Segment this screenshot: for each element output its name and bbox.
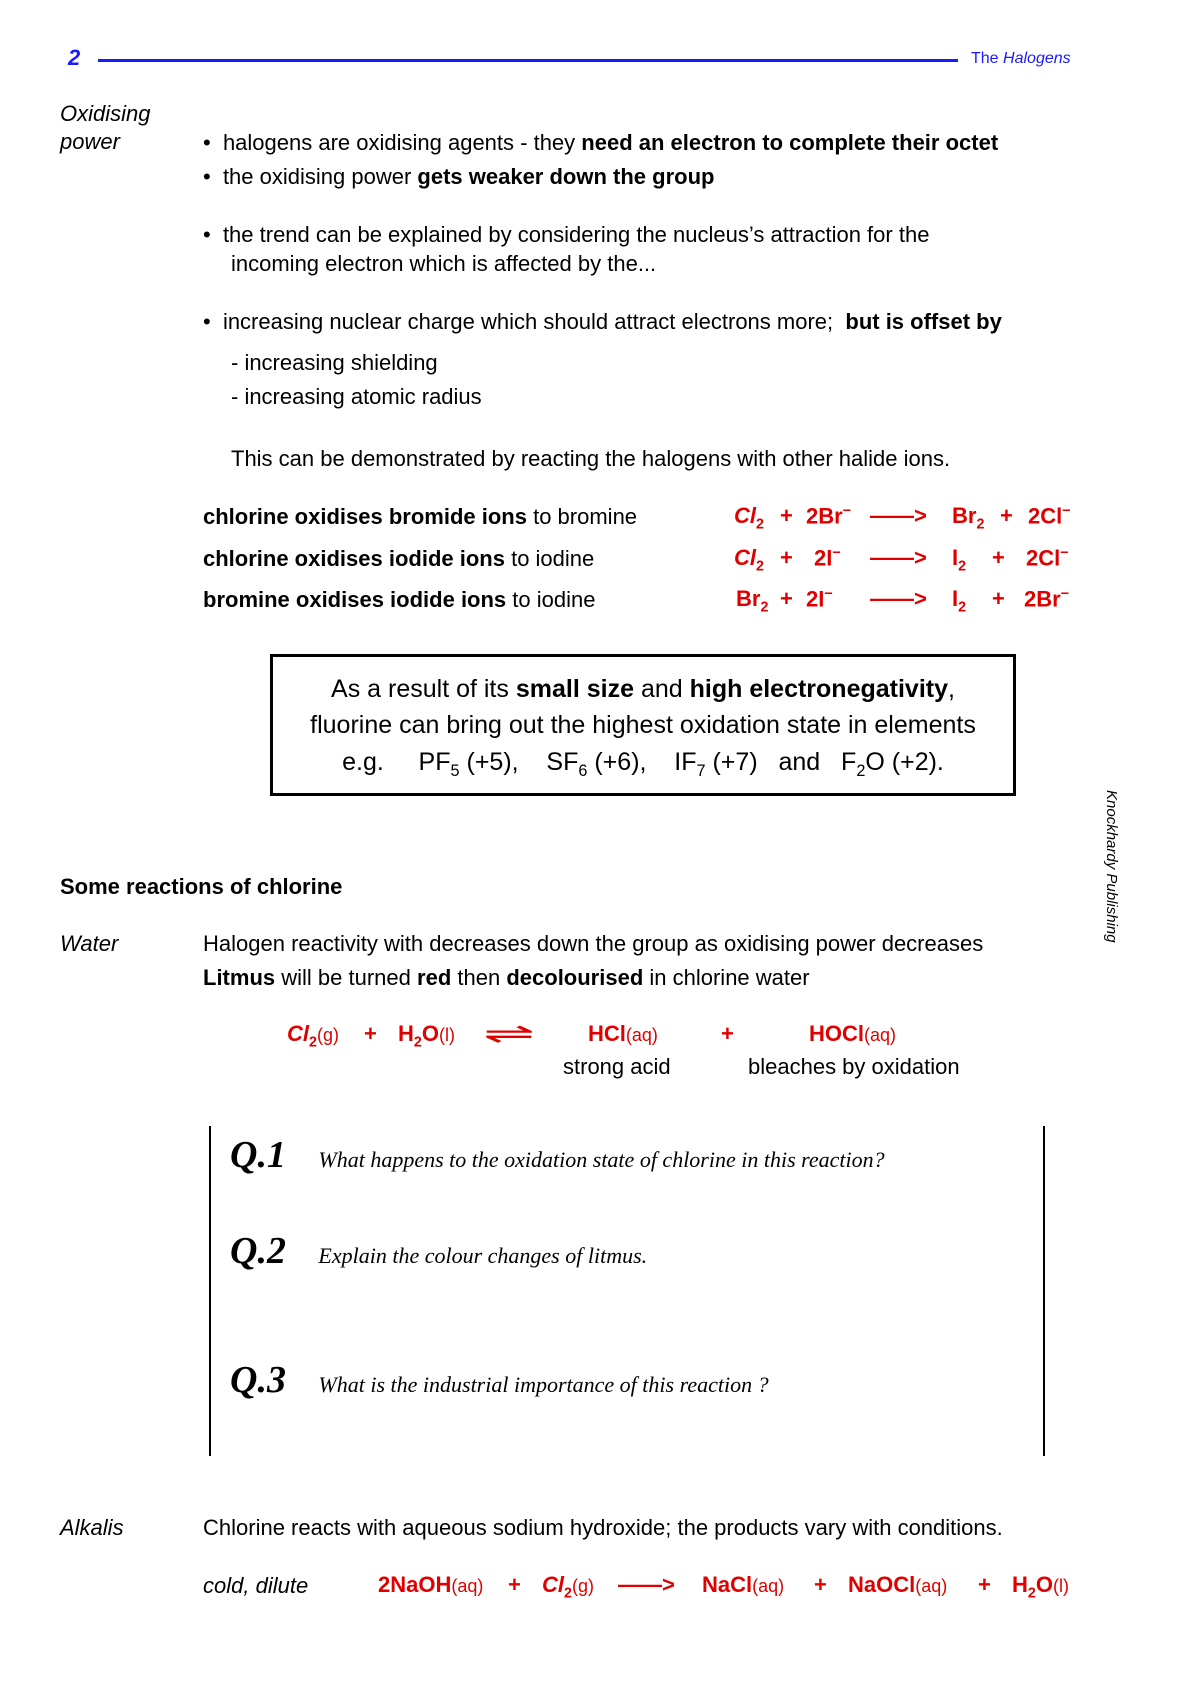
fluorine-examples: e.g. $PF_5$ (+5), $SF_6$ (+6), $IF_7$ (+7) and $F_2O$ (+2). [342, 748, 944, 780]
bullet-4: • increasing nuclear charge which should attract electrons more; but is offset by [203, 309, 1002, 334]
question-q3 [230, 1358, 769, 1402]
question-text: What happens to the oxidation state of chlorine in this reaction? [318, 1147, 885, 1172]
page-number: 2 [68, 45, 81, 70]
condition-label: cold, dilute [203, 1573, 309, 1598]
halide-equation: $Cl_2$ + 2I− ——> $I_2$ + 2Cl− [734, 545, 1069, 575]
hcl-note: strong acid [563, 1054, 671, 1079]
header-title: The Halogens [971, 50, 1071, 67]
question-number: Q.3 [230, 1359, 286, 1401]
section-label-oxidising: Oxidising power [60, 101, 151, 154]
hocl-note: bleaches by oxidation [748, 1054, 960, 1079]
halide-reaction-desc: chlorine oxidises bromide ions to bromine [203, 504, 638, 529]
bullet-3-cont: incoming electron which is affected by the... [231, 251, 657, 276]
question-frame-right [1043, 1126, 1045, 1456]
demo-sentence: This can be demonstrated by reacting the halogens with other halide ions. [231, 446, 951, 471]
halide-reaction-desc: bromine oxidises iodide ions to iodine [203, 587, 596, 612]
question-q1 [230, 1133, 885, 1177]
bullet-3: • the trend can be explained by considering the nucleus’s attraction for the [203, 222, 930, 247]
halide-equation: $Cl_2$ + 2Br− ——> $Br_2$ + 2Cl− [734, 503, 1071, 533]
halide-reaction-desc: chlorine oxidises iodide ions to iodine [203, 546, 595, 571]
question-text: Explain the colour changes of litmus. [318, 1243, 648, 1268]
halide-equation: $Br_2$ + 2I− ——> $I_2$ + 2Br− [736, 586, 1070, 616]
fluorine-line-2: fluorine can bring out the highest oxidation state in elements [310, 711, 976, 739]
fluorine-line-1: As a result of its small size and high electronegativity, [331, 675, 955, 703]
bullet-1: • halogens are oxidising agents - they need an electron to complete their octet [203, 130, 999, 155]
question-text: What is the industrial importance of this reaction ? [318, 1372, 769, 1397]
water-line-1: Halogen reactivity with decreases down the group as oxidising power decreases [203, 931, 984, 956]
publisher-side-text: Knockhardy Publishing [1103, 790, 1120, 943]
alkalis-sentence: Chlorine reacts with aqueous sodium hydroxide; the products vary with conditions. [203, 1515, 1003, 1540]
question-q2 [230, 1229, 647, 1273]
section-heading-chlorine: Some reactions of chlorine [60, 874, 343, 899]
question-number: Q.1 [230, 1134, 286, 1176]
sub-point-radius: - increasing atomic radius [231, 384, 482, 409]
section-label-water: Water [60, 931, 119, 956]
section-label-alkalis: Alkalis [60, 1515, 124, 1540]
chlorine-water-equation: $Cl_2(g)$ + $H_2O(l)$ ⇌ HCl(aq) + HOCl(aq) [287, 1018, 897, 1051]
fluorine-note-box [270, 654, 1016, 796]
chlorine-alkali-equation: 2NaOH(aq) + $Cl_2(g)$ ——> NaCl(aq) + NaOCl(aq) + $H_2O(l)$ [378, 1572, 1069, 1602]
sub-point-shielding: - increasing shielding [231, 350, 438, 375]
water-line-2: Litmus will be turned red then decolourised in chlorine water [203, 965, 810, 990]
bullet-2: • the oxidising power gets weaker down the group [203, 164, 715, 189]
question-number: Q.2 [230, 1230, 286, 1272]
question-frame-left [209, 1126, 211, 1456]
header-rule [98, 59, 958, 62]
